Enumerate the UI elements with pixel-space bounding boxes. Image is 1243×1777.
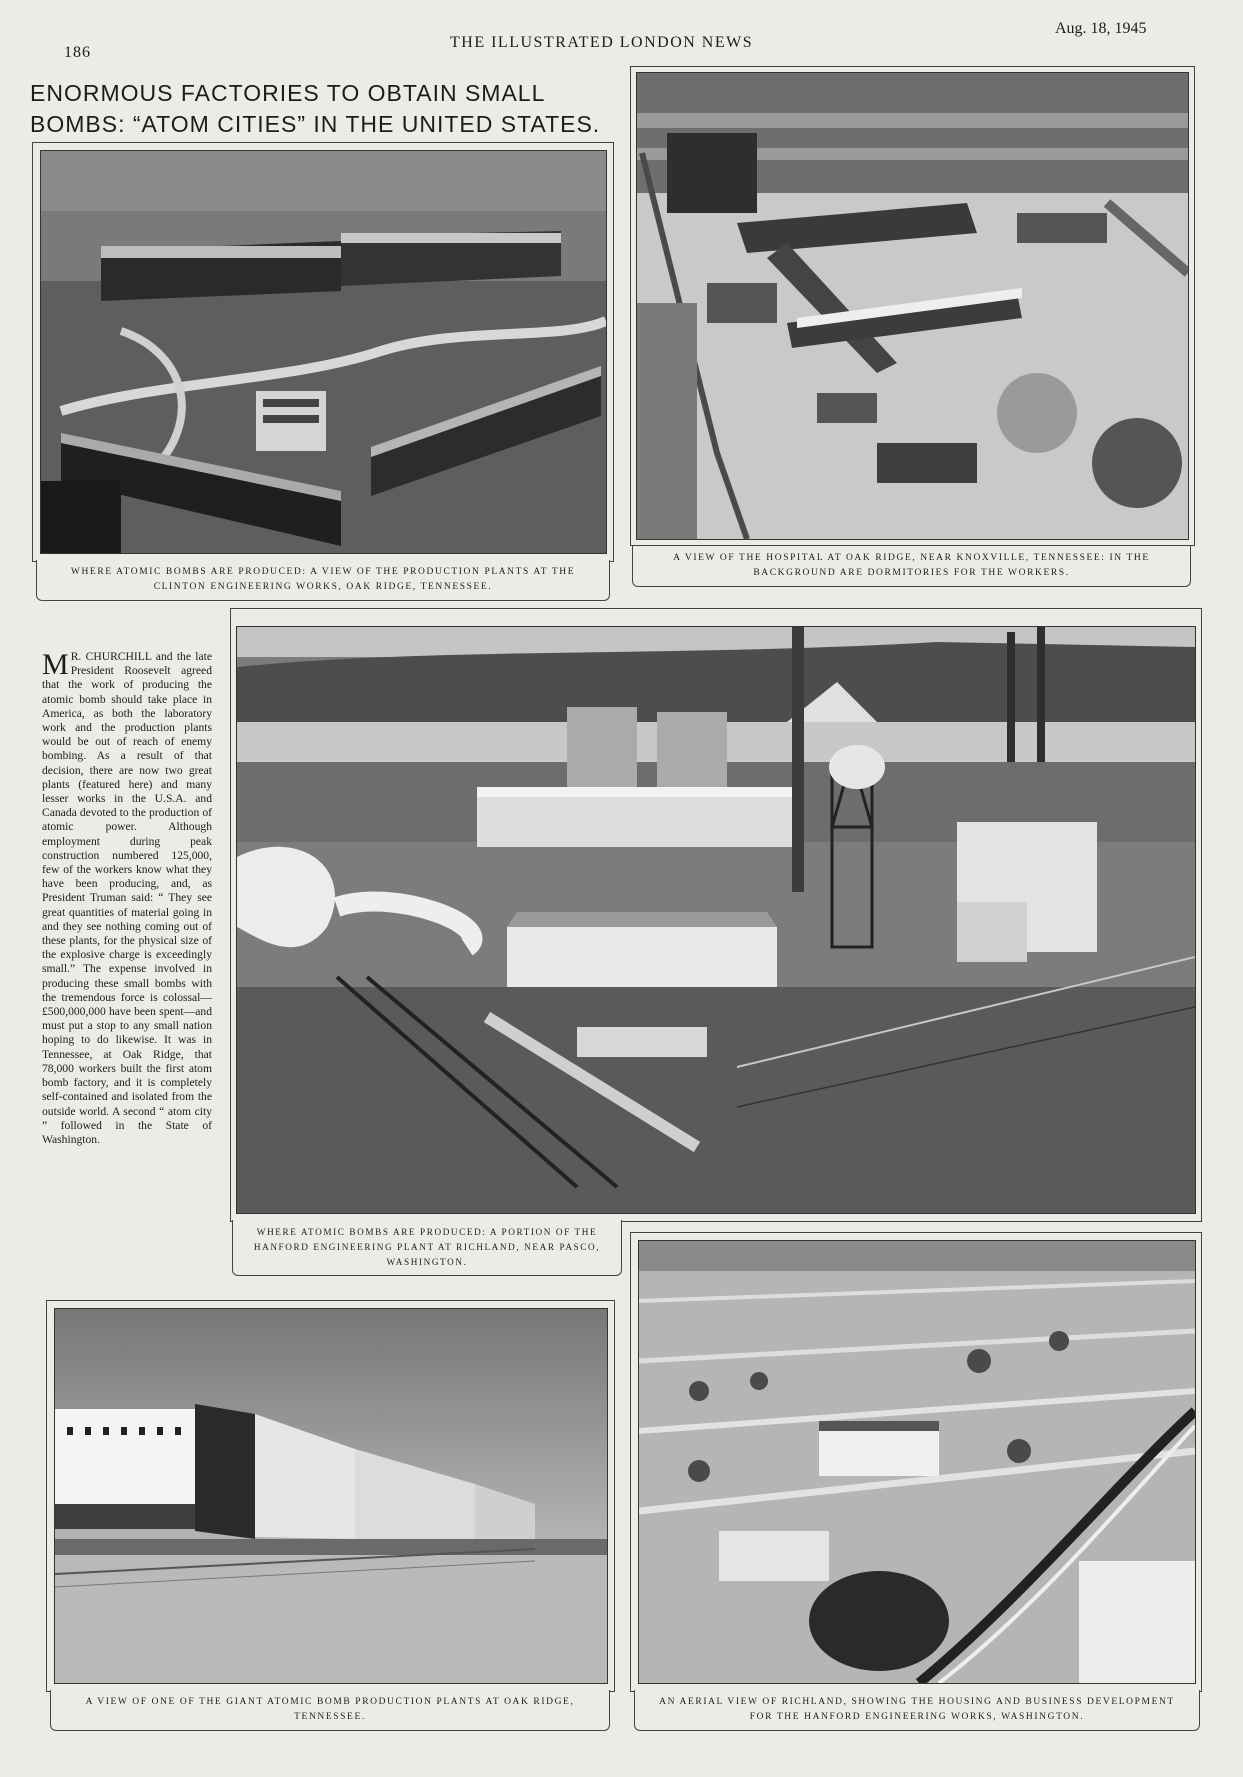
headline-line-1: ENORMOUS FACTORIES TO OBTAIN SMALL bbox=[30, 80, 546, 106]
article-dropcap: M bbox=[42, 648, 69, 681]
article-text: R. CHURCHILL and the late President Roosevelt agreed that the work of producing the atomic bomb should take place in America, as both the laboratory work and the production plants would be out of reach of enemy bombing. As a result of that decision, there are now two great plants (featured here) and many lesser works in the U.S.A. and Canada devoted to the production of atomic power. Although employment during peak construction numbered 125,000, few of the workers know what they have been producing, and, as President Truman said: “ They see great quantities of material going in and they see nothing coming out of these plants, for the physical size of the explosive charge is exceedingly small.” The expense involved in producing these small bombs with the tremendous force is colossal—£500,000,000 have been spent—and must put a stop to any small nation hoping to do likewise. It was in Tennessee, at Oak Ridge, that 78,000 workers built the first atom bomb factory, and it is completely self-contained and isolated from the outside world. A second “ atom city ” followed in the State of Washington. bbox=[42, 650, 212, 1146]
article-body bbox=[42, 650, 212, 1147]
photo-hanford-engineering-plant bbox=[236, 626, 1196, 1214]
publication-masthead: THE ILLUSTRATED LONDON NEWS bbox=[450, 34, 754, 51]
page-headline bbox=[30, 78, 615, 140]
headline-line-2: BOMBS: “ATOM CITIES” IN THE UNITED STATES. bbox=[30, 111, 601, 137]
caption-hanford: WHERE ATOMIC BOMBS ARE PRODUCED: A PORTION OF THE HANFORD ENGINEERING PLANT AT RICHLAND, NEAR PASCO, WASHINGTON. bbox=[232, 1220, 622, 1276]
photo-giant-production-plant bbox=[54, 1308, 608, 1684]
photo-clinton-engineering-works bbox=[40, 150, 607, 554]
caption-giant-plant: A VIEW OF ONE OF THE GIANT ATOMIC BOMB PRODUCTION PLANTS AT OAK RIDGE, TENNESSEE. bbox=[50, 1690, 610, 1731]
caption-clinton: WHERE ATOMIC BOMBS ARE PRODUCED: A VIEW OF THE PRODUCTION PLANTS AT THE CLINTON ENGINEERING WORKS, OAK RIDGE, TENNESSEE. bbox=[36, 560, 610, 601]
caption-richland: AN AERIAL VIEW OF RICHLAND, SHOWING THE HOUSING AND BUSINESS DEVELOPMENT FOR THE HANFORD ENGINEERING WORKS, WASHINGTON. bbox=[634, 1690, 1200, 1731]
photo-richland-aerial bbox=[638, 1240, 1196, 1684]
page-number: 186 bbox=[64, 44, 91, 61]
photo-oak-ridge-hospital bbox=[636, 72, 1189, 540]
issue-date: Aug. 18, 1945 bbox=[1055, 20, 1147, 37]
caption-hospital: A VIEW OF THE HOSPITAL AT OAK RIDGE, NEAR KNOXVILLE, TENNESSEE: IN THE BACKGROUND ARE DORMITORIES FOR THE WORKERS. bbox=[632, 546, 1191, 587]
